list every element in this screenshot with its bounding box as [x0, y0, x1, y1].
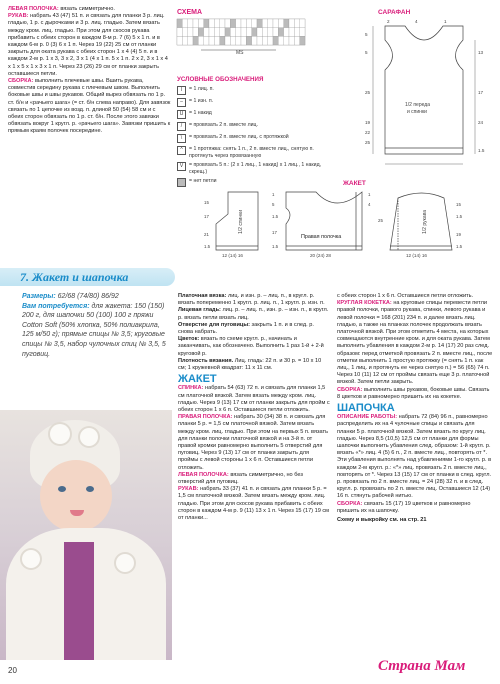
chart-cell	[225, 28, 230, 37]
back-label-text: СПИНКА:	[178, 385, 204, 392]
legend-text: = 1 протяжка: снять 1 п., 2 п. вместе лиц., снятую п. протянуть через провязанную	[189, 146, 314, 159]
garter-label: Платочная вязка:	[178, 293, 227, 299]
footer-reference-text: Схему и выкройку см. на стр. 21	[337, 517, 427, 524]
chart-cell	[182, 19, 187, 28]
title-banner-text	[20, 270, 128, 285]
chart-cell	[289, 19, 294, 28]
bottom-back-dim: 12 (14) 16	[222, 253, 243, 258]
gauge-text: Лиц. гладь: 22 п. и 30 р. = 10 x 10 см; 1 кружевной квадрат: 11 x 11 см.	[178, 357, 322, 372]
bottom-front-dim: 20 (24) 28	[310, 253, 331, 258]
middle-column	[178, 293, 330, 522]
sarafan-dim-label: 1	[444, 19, 447, 24]
chart-cell	[278, 19, 283, 28]
chart-cell	[198, 19, 203, 28]
chart-cell	[241, 36, 246, 45]
project-title: Жакет и шапочка	[32, 270, 129, 284]
sarafan-dim-label: 17	[478, 90, 484, 95]
legend-text: = 1 изн. п.	[189, 98, 214, 104]
chart-cell	[241, 28, 246, 37]
garter-text: лиц. и изн. р. – лиц. п., в кругл. р. вязать попеременно 1 кругл. р. лиц. п., 1 кругл. р. изн. п.	[178, 293, 325, 307]
back-label: 1/2 спинки	[238, 209, 244, 234]
chart-cell	[204, 36, 209, 45]
jacket-dim-label: 15	[456, 202, 461, 207]
chart-cell	[204, 19, 209, 28]
assembly3-text: связать 15 (17) 19 цветков и равномерно пришить их на шапочку.	[337, 500, 471, 514]
chart-cell	[236, 36, 241, 45]
sarafan-dim-label: 4	[415, 19, 418, 24]
jacket-dim-label: 15	[204, 200, 209, 205]
cont-paragraph	[337, 293, 493, 300]
sarafan-dim-label: 5	[365, 50, 368, 55]
left-front-text: вязать симметрично.	[60, 6, 115, 12]
left-front-paragraph	[8, 6, 171, 13]
chart-cell	[289, 28, 294, 37]
chart-cell	[284, 28, 289, 37]
hat-heading: ШАПОЧКА	[337, 402, 395, 415]
buttonhole-label: Отверстие для пуговицы:	[178, 321, 250, 328]
legend-symbol-icon: I	[177, 86, 186, 95]
legend-symbol-icon: ^	[177, 146, 186, 155]
chart-cell	[241, 19, 246, 28]
stockinette-text: лиц. р. – лиц. п., изн. р. – изн. п., в кругл. р. вязать петли вязать лиц.	[178, 307, 329, 321]
watermark-logo	[372, 656, 494, 678]
right-front-text: набрать 30 (34) 38 п. и связать для планки 5 р. = 1,5 см платочной вязкой. Затем вязать между кром. лиц. гладью. При этом на первых 5 п. вязать для планки полочки платочной вязкой и на 3-й п. от правой кромки равномерно выполнить 5 отверстий для пуговиц. Через 9 (13) 17 см от планки закрыть для проймы с левой стороны 1 x 6 п. Оставшиеся петли отложить.	[178, 414, 329, 471]
scheme-title: СХЕМА	[177, 9, 203, 16]
sarafan-dim-label: 13	[478, 50, 484, 55]
chart-cell	[209, 36, 214, 45]
jacket-dim-label: 4	[368, 202, 371, 207]
page-number: 20	[8, 666, 17, 675]
chart-cell	[188, 19, 193, 28]
jacket-diagram-title: ЖАКЕТ	[343, 180, 366, 187]
assembly3-label: СБОРКА:	[337, 500, 363, 507]
chart-cell	[246, 19, 251, 28]
legend-item	[177, 122, 327, 131]
stockinette-paragraph	[178, 307, 330, 321]
chart-cell	[284, 19, 289, 28]
chart-cell	[294, 36, 299, 45]
eye-icon	[86, 486, 94, 492]
sizes-value: 62/68 (74/80) 86/92	[57, 293, 119, 300]
chart-cell	[214, 19, 219, 28]
chart-cell	[294, 28, 299, 37]
legend-text: = 1 накид	[189, 110, 212, 116]
left-front2-text: вязать симметрично, но без отверстий для пуговиц.	[178, 471, 303, 486]
chart-cell	[300, 19, 305, 28]
assembly2-label: СБОРКА:	[337, 386, 363, 393]
flower-icon	[116, 554, 134, 572]
chart-cell	[273, 28, 278, 37]
sleeve-paragraph	[8, 13, 171, 78]
project-number: 7.	[20, 270, 29, 284]
jacket-dim-label: 1	[368, 192, 371, 197]
jacket-diagram	[186, 184, 486, 258]
assembly2-text: выполнить швы рукавов, боковые швы. Связать 8 цветков и равномерно пришить их на кокетке.	[337, 386, 490, 400]
jacket-dim-label: 21	[204, 232, 209, 237]
chart-cell	[182, 28, 187, 37]
flower-paragraph	[178, 336, 330, 358]
chart-cell	[252, 28, 257, 37]
legend-symbol-icon: /	[177, 122, 186, 131]
chart-cell	[300, 36, 305, 45]
assembly3-paragraph	[337, 501, 493, 515]
sarafan-dim-label: 5	[365, 32, 368, 37]
dress-shape	[64, 542, 94, 660]
chart-cell	[236, 28, 241, 37]
jacket-dim-label: 1.5	[204, 244, 211, 249]
jacket-dim-label: 25	[378, 218, 383, 223]
sizes-paragraph	[22, 292, 172, 302]
chart-cell	[278, 28, 283, 37]
svg-text:и спинки: и спинки	[407, 109, 427, 115]
right-front-label: ПРАВАЯ ПОЛОЧКА:	[178, 414, 233, 421]
chart-cell	[236, 19, 241, 28]
chart-cell	[220, 28, 225, 37]
buttonhole-text: закрыть 1 п. и в след. р. снова набрать.	[178, 321, 314, 336]
work-text: набрать 72 (84) 96 п., равномерно распределить их на 4 чулочные спицы и связать для планки 5 р. платочной вязкой. Затем вязать по кругу лиц. гладью. Через 8,5 (10,5) 12,5 см от планки для формы шапочки выполнить убавления след. образом: 1-й кругл. р. вязать «*» лиц. 4 (5) 6 п., 2 п. вместе лиц., повторять от *. Эти убавления выполнять над убавлениями 1-го кругл. р. в каждом 2-м кругл. р.: «*» лиц. провязать 2 п. вместе лиц., повторять от *. Через 13 (15) 17 см от планки в след. кругл. р. провязать по 2 п. вместе лиц. = 24 (28) 32 п. и в след. кругл. р. провязать по 2 п. вместе лиц. Оставшиеся 12 (14) 16 п. стянуть рабочей нитью.	[337, 414, 492, 500]
chart-cell	[177, 28, 182, 37]
chart-cell	[214, 36, 219, 45]
garter-paragraph	[178, 293, 330, 307]
jacket-dim-label: 1.5	[272, 244, 279, 249]
flower-icon	[80, 428, 98, 446]
legend-item	[177, 162, 327, 175]
sarafan-diagram	[345, 14, 495, 174]
chart-cell	[209, 28, 214, 37]
sleeve2-label: РУКАВ:	[178, 486, 199, 493]
bottom-sleeve-dim: 12 (14) 16	[406, 253, 427, 258]
flower-text: вязать по схеме кругл. р., начинать и заканчивать, как обозначено. Выполнить 1 раз 1-й + 2-й круговой р.	[178, 336, 324, 357]
gauge-label: Плотность вязания.	[178, 357, 234, 364]
chart-cell	[188, 28, 193, 37]
legend-title: УСЛОВНЫЕ ОБОЗНАЧЕНИЯ	[177, 76, 264, 83]
yoke-text: на круговые спицы перевести петли правой полочки, правого рукава, спинки, левого рукава и левой полочки = 168 (201) 234 п. и далее вязать лиц. гладью, а также на планках полочек продолжать вязать платочной вязкой. При этом отметить 4 места, на которых совмещаются внутренние кром. и для оката рукава. Затем выполнить убавления в каждом 2-м р. 14 (17) 20 раз след. образом: перед отметкой провязать 2 п. вместе лиц., после отметки выполнить 1 простую протяжку (= снять 1 п. как лиц., 1 лиц. и протянуть ее через снятую п.) = 56 (65) 74 п. Через 10 (11) 12 см от проймы связать еще 3 р. платочной вязкой. Затем петли закрыть.	[337, 300, 493, 386]
footer-reference	[337, 517, 493, 524]
chart-cell	[225, 19, 230, 28]
chart-cell	[268, 28, 273, 37]
legend-text: = провязать 2 п. вместе лиц.	[189, 122, 258, 128]
chart-cell	[220, 19, 225, 28]
legend-item	[177, 86, 327, 95]
chart-cell	[193, 36, 198, 45]
chart-cell	[257, 36, 262, 45]
sarafan-dim-label: 22	[365, 130, 371, 135]
flower-icon	[50, 424, 70, 444]
chart-cell	[278, 36, 283, 45]
chart-cell	[294, 19, 299, 28]
chart-cell	[230, 36, 235, 45]
chart-cell	[220, 36, 225, 45]
flower-label: Цветок:	[178, 336, 200, 343]
intro-block	[22, 292, 172, 359]
face-shape	[40, 460, 112, 532]
legend-text: = провязать 2 п. вместе лиц. с протяжкой	[189, 134, 289, 140]
needs-label: Вам потребуется:	[22, 302, 90, 310]
legend-item	[177, 110, 327, 119]
chart-cell	[246, 28, 251, 37]
work-label: ОПИСАНИЕ РАБОТЫ:	[337, 414, 398, 421]
sarafan-dim-label: 2	[387, 19, 390, 24]
sarafan-dim-label: 19	[365, 120, 371, 125]
jacket-heading: ЖАКЕТ	[178, 373, 217, 386]
sleeve-text: набрать 43 (47) 51 п. и связать для планки 3 р. лиц. гладью, 1 р. с дырочками и 3 р. лиц. гладью. Затем вязать между кром. лиц. гладью. При этом для скосов рукава прибавить с обеих сторон в каждом 8-м р. 7 (6) 5 x 1 п. и в каждом 6-м р. 0 (3) 6 x 1 п. Через 19 (22) 25 см от планки закрыть для оката рукава с обеих сторон 1 x 4 (4) 5 п. и в каждом 2-м р. 1 x 3, 3 x 2, 3 x 1 (4 x 1 п. 5 x 1 п. 2 x 2, 3 x 1 x 4 x 1 x 5 x 1 x 3 x 1 п. Через 23 (26) 29 см от планки закрыть оставшиеся петли.	[8, 13, 168, 77]
chart-cell	[193, 19, 198, 28]
knitting-chart	[176, 18, 308, 54]
assembly-text: выполнить плечевые швы. Вшить рукава, совместив середину рукава с плечевым швом. Выполнить боковые швы и швы рукавов. Общий вырез обвязать по 1 р. ст. б/н и «рачьего шага» (= ст. б/н слева направо). Для завязок связать по 1 цепочке из возд. п. длиной 50 (54) 58 см и с обеих сторон обвязать по 1 р. ст. б/н. После этого завязки обвязать вокруг 1 кругл. р. «рачьего шага». Завязки пришить к прямым краям полочек посередине.	[8, 78, 171, 135]
legend-text: = 1 лиц. п.	[189, 86, 214, 92]
chart-cell	[198, 36, 203, 45]
jacket-dim-label: 1.5	[456, 214, 463, 219]
sarafan-dim-label: 1.5	[478, 148, 485, 153]
chart-cell	[225, 36, 230, 45]
stockinette-label: Лицевая гладь:	[178, 307, 221, 314]
left-front2-label: ЛЕВАЯ ПОЛОЧКА:	[178, 471, 229, 478]
jacket-dim-label: 5	[272, 202, 275, 207]
chart-cell	[204, 28, 209, 37]
jacket-dim-label: 1.5	[456, 244, 463, 249]
jacket-dim-label: 19	[456, 232, 461, 237]
work-paragraph	[337, 414, 493, 500]
legend-item	[177, 134, 327, 143]
chart-cell	[268, 19, 273, 28]
sleeve-label: РУКАВ:	[8, 13, 29, 20]
flower-icon	[22, 550, 40, 568]
chart-cell	[273, 36, 278, 45]
chart-cell	[252, 19, 257, 28]
chart-cell	[230, 19, 235, 28]
front-label: Правая полочка	[301, 234, 342, 240]
legend-item	[177, 146, 327, 159]
jacket-dim-label: 17	[272, 230, 277, 235]
sarafan-dim-label: 25	[365, 90, 371, 95]
ms-label: MS	[236, 50, 244, 54]
top-left-text	[8, 6, 171, 136]
needs-text: для жакета: 150 (150) 200 г, для шапочки 50 (100) 100 г пряжи Cotton Soft (50% хлопка, 50% полиакрила, 125 м/50 г); прямые спицы № 3,5; круговые спицы № 3,5, набор чулочных спиц № 3,5, 5 пуговиц.	[22, 302, 166, 358]
cont-text: с обеих сторон 1 x 6 п. Оставшиеся петли отложить.	[337, 293, 474, 299]
legend-item	[177, 98, 327, 107]
chart-cell	[300, 28, 305, 37]
legend-symbol-icon: V	[177, 162, 186, 171]
assembly-label: СБОРКА:	[8, 78, 34, 85]
assembly-paragraph	[8, 78, 171, 136]
chart-cell	[182, 36, 187, 45]
chart-cell	[177, 36, 182, 45]
back-paragraph	[178, 385, 330, 414]
eye-icon	[58, 486, 66, 492]
chart-cell	[198, 28, 203, 37]
sizes-label: Размеры:	[22, 293, 56, 300]
sarafan-center-label: 1/2 переда	[405, 102, 430, 108]
baby-photo	[0, 410, 172, 660]
chart-cell	[273, 19, 278, 28]
jacket-dim-label: 1	[272, 192, 275, 197]
legend-symbol-icon: U	[177, 110, 186, 119]
left-front2-paragraph	[178, 472, 330, 486]
chart-cell	[257, 19, 262, 28]
chart-cell	[230, 28, 235, 37]
jacket-dim-label: 17	[204, 214, 209, 219]
sleeve2-paragraph	[178, 486, 330, 522]
watermark-text: Страна Мам	[378, 658, 466, 674]
chart-cell	[268, 36, 273, 45]
chart-cell	[262, 36, 267, 45]
buttonhole-paragraph	[178, 322, 330, 336]
sarafan-title: САРАФАН	[378, 9, 411, 16]
yoke-paragraph	[337, 300, 493, 386]
chart-cell	[177, 19, 182, 28]
sleeve2-text: набрать 33 (37) 41 п. и связать для планки 5 р. = 1,5 см платочной вязкой. Затем вязать между кром. лиц. гладью. При этом для скосов рукава прибавить с обеих сторон в каждом 4-м р. 9 (11) 13 x 1 п. Через 15 (17) 19 см от планки...	[178, 486, 330, 522]
yoke-label: КРУГЛАЯ КОКЕТКА:	[337, 300, 392, 307]
sarafan-dim-label: 25	[365, 140, 371, 145]
gauge-paragraph	[178, 358, 330, 372]
legend-symbol-icon: –	[177, 98, 186, 107]
right-column	[337, 293, 493, 524]
back-text: набрать 54 (63) 72 п. и связать для планки 1,5 см платочной вязкой. Затем вязать между кром. лиц. гладью. Через 9 (13) 17 см от планки закрыть для пройм с обеих сторон 1 x 6 п. Оставшиеся петли отложить.	[178, 385, 330, 414]
chart-cell	[246, 36, 251, 45]
chart-cell	[188, 36, 193, 45]
chart-cell	[284, 36, 289, 45]
left-front-label: ЛЕВАЯ ПОЛОЧКА:	[8, 6, 59, 12]
jacket-dim-label: 1.5	[272, 214, 279, 219]
legend-symbol-icon	[177, 178, 186, 187]
sleeve-label-diag: 1/2 рукава	[422, 209, 428, 234]
needs-paragraph	[22, 302, 172, 360]
chart-cell	[262, 28, 267, 37]
legend-text: = нет петли	[189, 178, 217, 185]
chart-cell	[257, 28, 262, 37]
sarafan-dim-label: 24	[478, 120, 484, 125]
right-front-paragraph	[178, 414, 330, 472]
chart-cell	[252, 36, 257, 45]
legend-symbol-icon: \	[177, 134, 186, 143]
chart-cell	[193, 28, 198, 37]
chart-cell	[214, 28, 219, 37]
chart-cell	[209, 19, 214, 28]
legend-list	[177, 86, 327, 190]
legend-text: = провязать 5 п.: (2 x 1 лиц., 1 накид) x 1 лиц., 1 накид, скрещ.)	[189, 162, 322, 175]
chart-cell	[289, 36, 294, 45]
chart-cell	[262, 19, 267, 28]
assembly2-paragraph	[337, 387, 493, 401]
